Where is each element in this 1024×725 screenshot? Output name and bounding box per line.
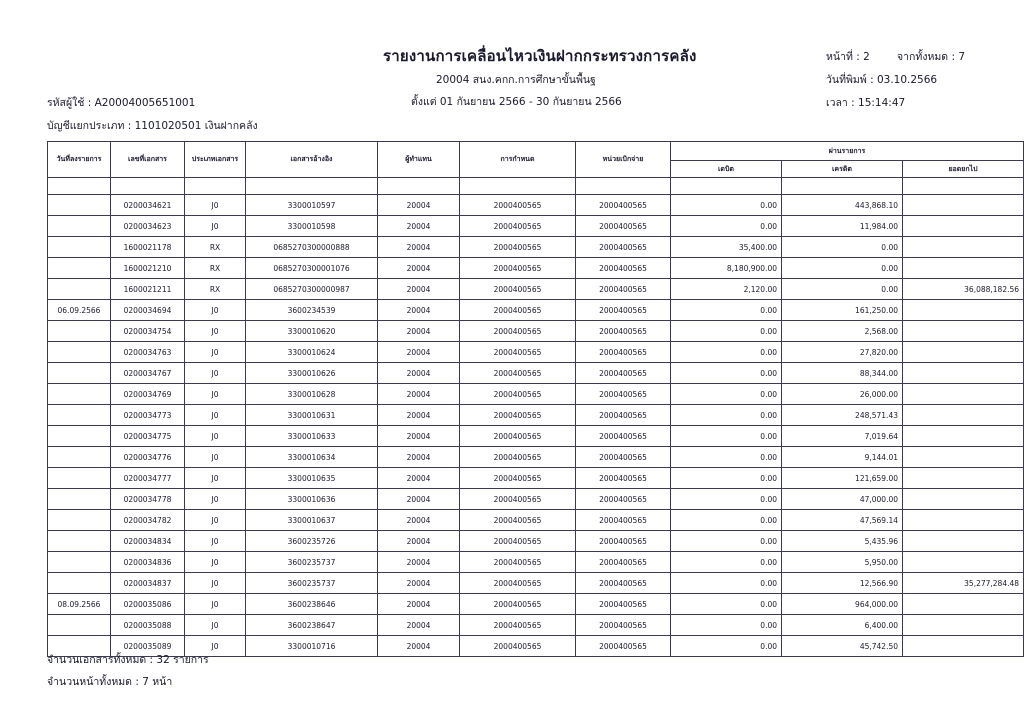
cell-doc-no: 0200034775 bbox=[111, 426, 185, 447]
table-row bbox=[48, 468, 1024, 489]
cell-doc-no: 0200034776 bbox=[111, 447, 185, 468]
cell-representative: 20004 bbox=[378, 258, 460, 279]
cell-reference: 3300010598 bbox=[246, 216, 378, 237]
sub-account: บัญชีแยกประเภท : 1101020501 เงินฝากคลัง bbox=[47, 120, 258, 132]
cell-carried-forward bbox=[903, 447, 1024, 468]
agency-name: 20004 สนง.คกก.การศึกษาขั้นพื้นฐ bbox=[436, 74, 596, 86]
table-row bbox=[48, 279, 1024, 300]
cell-doc-type: J0 bbox=[185, 594, 246, 615]
cell-doc-no: 0200034778 bbox=[111, 489, 185, 510]
table-row bbox=[48, 342, 1024, 363]
cell-doc-no: 0200034777 bbox=[111, 468, 185, 489]
cell-disbursing-unit: 2000400565 bbox=[576, 510, 671, 531]
cell-disbursing-unit: 2000400565 bbox=[576, 594, 671, 615]
cell-representative: 20004 bbox=[378, 195, 460, 216]
cell-reference: 3300010635 bbox=[246, 468, 378, 489]
cell-date bbox=[48, 468, 111, 489]
cell-debit: 0.00 bbox=[671, 636, 782, 657]
cell-reference: 3300010633 bbox=[246, 426, 378, 447]
cell-carried-forward bbox=[903, 300, 1024, 321]
cell-carried-forward bbox=[903, 426, 1024, 447]
cell-reference: 3300010716 bbox=[246, 636, 378, 657]
cell-date bbox=[48, 258, 111, 279]
cell-fund-center: 2000400565 bbox=[460, 342, 576, 363]
cell-fund-center: 2000400565 bbox=[460, 258, 576, 279]
cell-doc-type: J0 bbox=[185, 447, 246, 468]
cell-doc-type: J0 bbox=[185, 405, 246, 426]
col-header-carried-forward: ยอดยกไป bbox=[903, 161, 1024, 178]
cell-doc-type: RX bbox=[185, 279, 246, 300]
cell-representative: 20004 bbox=[378, 300, 460, 321]
cell-carried-forward bbox=[903, 384, 1024, 405]
cell-debit: 0.00 bbox=[671, 552, 782, 573]
col-header-date: วันที่ลงรายการ bbox=[48, 142, 111, 178]
cell-debit: 0.00 bbox=[671, 405, 782, 426]
cell-date bbox=[48, 510, 111, 531]
table-row bbox=[48, 300, 1024, 321]
cell-credit: 11,984.00 bbox=[782, 216, 903, 237]
cell-date bbox=[48, 489, 111, 510]
cell-reference: 3300010597 bbox=[246, 195, 378, 216]
cell-representative: 20004 bbox=[378, 426, 460, 447]
cell-reference: 3300010634 bbox=[246, 447, 378, 468]
cell-disbursing-unit: 2000400565 bbox=[576, 552, 671, 573]
cell-carried-forward bbox=[903, 510, 1024, 531]
cell-disbursing-unit: 2000400565 bbox=[576, 195, 671, 216]
cell-disbursing-unit: 2000400565 bbox=[576, 342, 671, 363]
cell-disbursing-unit: 2000400565 bbox=[576, 531, 671, 552]
cell-carried-forward bbox=[903, 342, 1024, 363]
cell-debit: 0.00 bbox=[671, 426, 782, 447]
cell-debit: 0.00 bbox=[671, 216, 782, 237]
cell-credit: 0.00 bbox=[782, 279, 903, 300]
cell-date: 08.09.2566 bbox=[48, 594, 111, 615]
cell-doc-no: 0200034694 bbox=[111, 300, 185, 321]
cell-disbursing-unit: 2000400565 bbox=[576, 468, 671, 489]
cell-representative: 20004 bbox=[378, 363, 460, 384]
cell-carried-forward bbox=[903, 531, 1024, 552]
cell-disbursing-unit: 2000400565 bbox=[576, 321, 671, 342]
cell-disbursing-unit: 2000400565 bbox=[576, 426, 671, 447]
table-row bbox=[48, 510, 1024, 531]
table-row bbox=[48, 384, 1024, 405]
cell-credit: 47,569.14 bbox=[782, 510, 903, 531]
cell-carried-forward bbox=[903, 405, 1024, 426]
cell-debit: 0.00 bbox=[671, 195, 782, 216]
cell-credit: 161,250.00 bbox=[782, 300, 903, 321]
cell-debit: 0.00 bbox=[671, 531, 782, 552]
cell-carried-forward bbox=[903, 636, 1024, 657]
cell-credit: 88,344.00 bbox=[782, 363, 903, 384]
col-header-credit: เครดิต bbox=[782, 161, 903, 178]
cell-doc-no: 0200034763 bbox=[111, 342, 185, 363]
cell-reference: 3600235737 bbox=[246, 552, 378, 573]
cell-representative: 20004 bbox=[378, 279, 460, 300]
table-row bbox=[48, 489, 1024, 510]
cell-doc-type: J0 bbox=[185, 342, 246, 363]
cell-doc-no: 0200034836 bbox=[111, 552, 185, 573]
cell-reference: 0685270300000987 bbox=[246, 279, 378, 300]
cell-disbursing-unit: 2000400565 bbox=[576, 447, 671, 468]
cell-credit: 47,000.00 bbox=[782, 489, 903, 510]
table-row bbox=[48, 615, 1024, 636]
cell-reference: 3300010620 bbox=[246, 321, 378, 342]
page-number: หน้าที่ : 2 bbox=[826, 51, 870, 63]
cell-fund-center: 2000400565 bbox=[460, 426, 576, 447]
cell-doc-type: J0 bbox=[185, 363, 246, 384]
cell-carried-forward bbox=[903, 468, 1024, 489]
cell-fund-center: 2000400565 bbox=[460, 594, 576, 615]
cell-credit: 45,742.50 bbox=[782, 636, 903, 657]
cell-reference: 3600235726 bbox=[246, 531, 378, 552]
cell-reference: 3600235737 bbox=[246, 573, 378, 594]
cell-debit: 0.00 bbox=[671, 594, 782, 615]
cell-doc-no: 1600021211 bbox=[111, 279, 185, 300]
cell-credit: 26,000.00 bbox=[782, 384, 903, 405]
cell-carried-forward bbox=[903, 321, 1024, 342]
cell-doc-no: 0200034754 bbox=[111, 321, 185, 342]
print-date: วันที่พิมพ์ : 03.10.2566 bbox=[826, 74, 938, 86]
cell-date: 06.09.2566 bbox=[48, 300, 111, 321]
table-row bbox=[48, 447, 1024, 468]
cell-date bbox=[48, 405, 111, 426]
cell-date bbox=[48, 237, 111, 258]
cell-reference: 3300010637 bbox=[246, 510, 378, 531]
cell-credit: 9,144.01 bbox=[782, 447, 903, 468]
cell-credit: 0.00 bbox=[782, 237, 903, 258]
cell-doc-no: 1600021178 bbox=[111, 237, 185, 258]
cell-fund-center: 2000400565 bbox=[460, 573, 576, 594]
cell-doc-type: J0 bbox=[185, 531, 246, 552]
col-header-doc-type: ประเภทเอกสาร bbox=[185, 142, 246, 178]
cell-date bbox=[48, 552, 111, 573]
cell-representative: 20004 bbox=[378, 342, 460, 363]
table-row bbox=[48, 531, 1024, 552]
cell-disbursing-unit: 2000400565 bbox=[576, 573, 671, 594]
table-row bbox=[48, 258, 1024, 279]
cell-fund-center: 2000400565 bbox=[460, 384, 576, 405]
cell-doc-type: J0 bbox=[185, 468, 246, 489]
cell-doc-no: 0200035086 bbox=[111, 594, 185, 615]
cell-reference: 3600238647 bbox=[246, 615, 378, 636]
cell-credit: 0.00 bbox=[782, 258, 903, 279]
cell-date bbox=[48, 342, 111, 363]
table-row bbox=[48, 573, 1024, 594]
cell-doc-type: J0 bbox=[185, 636, 246, 657]
cell-doc-type: J0 bbox=[185, 615, 246, 636]
col-header-representative: ผู้ทำแทน bbox=[378, 142, 460, 178]
table-row bbox=[48, 321, 1024, 342]
cell-doc-type: J0 bbox=[185, 195, 246, 216]
cell-doc-no: 0200034773 bbox=[111, 405, 185, 426]
cell-carried-forward: 35,277,284.48 bbox=[903, 573, 1024, 594]
cell-fund-center: 2000400565 bbox=[460, 237, 576, 258]
cell-representative: 20004 bbox=[378, 447, 460, 468]
cell-date bbox=[48, 363, 111, 384]
total-pages: จำนวนหน้าทั้งหมด : 7 หน้า bbox=[47, 676, 173, 688]
cell-disbursing-unit: 2000400565 bbox=[576, 300, 671, 321]
cell-doc-no: 0200034834 bbox=[111, 531, 185, 552]
cell-doc-no: 0200034782 bbox=[111, 510, 185, 531]
cell-debit: 2,120.00 bbox=[671, 279, 782, 300]
cell-carried-forward bbox=[903, 489, 1024, 510]
cell-debit: 0.00 bbox=[671, 573, 782, 594]
cell-credit: 121,659.00 bbox=[782, 468, 903, 489]
cell-doc-no: 1600021210 bbox=[111, 258, 185, 279]
cell-doc-no: 0200035088 bbox=[111, 615, 185, 636]
cell-credit: 5,435.96 bbox=[782, 531, 903, 552]
cell-representative: 20004 bbox=[378, 552, 460, 573]
cell-carried-forward: 36,088,182.56 bbox=[903, 279, 1024, 300]
cell-reference: 3300010628 bbox=[246, 384, 378, 405]
cell-credit: 12,566.90 bbox=[782, 573, 903, 594]
cell-doc-type: J0 bbox=[185, 552, 246, 573]
cell-representative: 20004 bbox=[378, 237, 460, 258]
cell-fund-center: 2000400565 bbox=[460, 195, 576, 216]
cell-doc-type: J0 bbox=[185, 573, 246, 594]
cell-representative: 20004 bbox=[378, 216, 460, 237]
cell-fund-center: 2000400565 bbox=[460, 216, 576, 237]
report-period: ตั้งแต่ 01 กันยายน 2566 - 30 กันยายน 2566 bbox=[411, 96, 622, 108]
cell-debit: 35,400.00 bbox=[671, 237, 782, 258]
cell-doc-type: J0 bbox=[185, 384, 246, 405]
col-header-transactions: ผ่านรายการ bbox=[671, 142, 1024, 161]
cell-credit: 964,000.00 bbox=[782, 594, 903, 615]
cell-date bbox=[48, 321, 111, 342]
cell-disbursing-unit: 2000400565 bbox=[576, 363, 671, 384]
table-row bbox=[48, 426, 1024, 447]
cell-credit: 248,571.43 bbox=[782, 405, 903, 426]
cell-date bbox=[48, 279, 111, 300]
cell-disbursing-unit: 2000400565 bbox=[576, 405, 671, 426]
cell-fund-center: 2000400565 bbox=[460, 552, 576, 573]
cell-date bbox=[48, 531, 111, 552]
cell-debit: 0.00 bbox=[671, 489, 782, 510]
cell-disbursing-unit: 2000400565 bbox=[576, 384, 671, 405]
cell-doc-type: J0 bbox=[185, 510, 246, 531]
cell-doc-type: J0 bbox=[185, 321, 246, 342]
cell-credit: 443,868.10 bbox=[782, 195, 903, 216]
cell-representative: 20004 bbox=[378, 468, 460, 489]
cell-fund-center: 2000400565 bbox=[460, 489, 576, 510]
cell-date bbox=[48, 573, 111, 594]
cell-fund-center: 2000400565 bbox=[460, 363, 576, 384]
cell-reference: 3300010626 bbox=[246, 363, 378, 384]
cell-debit: 0.00 bbox=[671, 363, 782, 384]
cell-fund-center: 2000400565 bbox=[460, 510, 576, 531]
user-id: รหัสผู้ใช้ : A20004005651001 bbox=[47, 97, 196, 109]
cell-doc-no: 0200034769 bbox=[111, 384, 185, 405]
cell-credit: 7,019.64 bbox=[782, 426, 903, 447]
cell-doc-type: J0 bbox=[185, 216, 246, 237]
cell-doc-type: J0 bbox=[185, 426, 246, 447]
cell-doc-no: 0200034837 bbox=[111, 573, 185, 594]
cell-reference: 3600238646 bbox=[246, 594, 378, 615]
table-row bbox=[48, 216, 1024, 237]
cell-representative: 20004 bbox=[378, 636, 460, 657]
table-row bbox=[48, 594, 1024, 615]
cell-representative: 20004 bbox=[378, 510, 460, 531]
cell-doc-no: 0200034621 bbox=[111, 195, 185, 216]
cell-credit: 2,568.00 bbox=[782, 321, 903, 342]
cell-representative: 20004 bbox=[378, 594, 460, 615]
table-row bbox=[48, 195, 1024, 216]
cell-debit: 0.00 bbox=[671, 300, 782, 321]
cell-fund-center: 2000400565 bbox=[460, 447, 576, 468]
table-row bbox=[48, 363, 1024, 384]
cell-debit: 0.00 bbox=[671, 384, 782, 405]
cell-representative: 20004 bbox=[378, 405, 460, 426]
cell-debit: 0.00 bbox=[671, 321, 782, 342]
cell-doc-type: RX bbox=[185, 258, 246, 279]
print-time: เวลา : 15:14:47 bbox=[826, 97, 906, 109]
report-title: รายงานการเคลื่อนไหวเงินฝากกระทรวงการคลัง bbox=[383, 47, 697, 65]
cell-doc-type: RX bbox=[185, 237, 246, 258]
col-header-fund-center: การกำหนด bbox=[460, 142, 576, 178]
cell-doc-type: J0 bbox=[185, 300, 246, 321]
cell-carried-forward bbox=[903, 594, 1024, 615]
cell-debit: 0.00 bbox=[671, 447, 782, 468]
cell-reference: 3300010636 bbox=[246, 489, 378, 510]
ledger-body bbox=[48, 178, 1024, 657]
cell-carried-forward bbox=[903, 216, 1024, 237]
table-row bbox=[48, 552, 1024, 573]
cell-carried-forward bbox=[903, 363, 1024, 384]
cell-representative: 20004 bbox=[378, 321, 460, 342]
cell-carried-forward bbox=[903, 195, 1024, 216]
cell-debit: 0.00 bbox=[671, 342, 782, 363]
cell-carried-forward bbox=[903, 552, 1024, 573]
cell-debit: 0.00 bbox=[671, 468, 782, 489]
cell-reference: 3300010631 bbox=[246, 405, 378, 426]
cell-disbursing-unit: 2000400565 bbox=[576, 216, 671, 237]
col-header-doc-no: เลขที่เอกสาร bbox=[111, 142, 185, 178]
total-documents: จำนวนเอกสารทั้งหมด : 32 รายการ bbox=[47, 654, 209, 666]
cell-representative: 20004 bbox=[378, 615, 460, 636]
cell-fund-center: 2000400565 bbox=[460, 300, 576, 321]
cell-representative: 20004 bbox=[378, 489, 460, 510]
cell-fund-center: 2000400565 bbox=[460, 405, 576, 426]
cell-date bbox=[48, 615, 111, 636]
cell-representative: 20004 bbox=[378, 384, 460, 405]
cell-fund-center: 2000400565 bbox=[460, 321, 576, 342]
cell-doc-no: 0200035089 bbox=[111, 636, 185, 657]
cell-disbursing-unit: 2000400565 bbox=[576, 636, 671, 657]
cell-doc-no: 0200034623 bbox=[111, 216, 185, 237]
table-row bbox=[48, 237, 1024, 258]
cell-debit: 0.00 bbox=[671, 615, 782, 636]
cell-debit: 0.00 bbox=[671, 510, 782, 531]
cell-date bbox=[48, 216, 111, 237]
cell-date bbox=[48, 195, 111, 216]
table-row-spacer bbox=[48, 178, 1024, 195]
col-header-disbursing-unit: หน่วยเบิกจ่าย bbox=[576, 142, 671, 178]
cell-disbursing-unit: 2000400565 bbox=[576, 237, 671, 258]
cell-reference: 0685270300001076 bbox=[246, 258, 378, 279]
cell-reference: 0685270300000888 bbox=[246, 237, 378, 258]
cell-fund-center: 2000400565 bbox=[460, 279, 576, 300]
cell-credit: 27,820.00 bbox=[782, 342, 903, 363]
cell-reference: 3600234539 bbox=[246, 300, 378, 321]
table-row bbox=[48, 405, 1024, 426]
page-total: จากทั้งหมด : 7 bbox=[897, 51, 966, 63]
cell-disbursing-unit: 2000400565 bbox=[576, 279, 671, 300]
cell-reference: 3300010624 bbox=[246, 342, 378, 363]
cell-fund-center: 2000400565 bbox=[460, 468, 576, 489]
cell-representative: 20004 bbox=[378, 573, 460, 594]
cell-fund-center: 2000400565 bbox=[460, 636, 576, 657]
cell-disbursing-unit: 2000400565 bbox=[576, 615, 671, 636]
cell-doc-type: J0 bbox=[185, 489, 246, 510]
cell-credit: 5,950.00 bbox=[782, 552, 903, 573]
col-header-debit: เดบิต bbox=[671, 161, 782, 178]
cell-date bbox=[48, 426, 111, 447]
cell-doc-no: 0200034767 bbox=[111, 363, 185, 384]
ledger-table bbox=[47, 141, 1024, 657]
cell-debit: 8,180,900.00 bbox=[671, 258, 782, 279]
cell-fund-center: 2000400565 bbox=[460, 615, 576, 636]
cell-carried-forward bbox=[903, 258, 1024, 279]
cell-carried-forward bbox=[903, 615, 1024, 636]
cell-date bbox=[48, 384, 111, 405]
cell-representative: 20004 bbox=[378, 531, 460, 552]
cell-carried-forward bbox=[903, 237, 1024, 258]
cell-fund-center: 2000400565 bbox=[460, 531, 576, 552]
cell-date bbox=[48, 447, 111, 468]
col-header-reference: เอกสารอ้างอิง bbox=[246, 142, 378, 178]
cell-disbursing-unit: 2000400565 bbox=[576, 489, 671, 510]
cell-disbursing-unit: 2000400565 bbox=[576, 258, 671, 279]
cell-credit: 6,400.00 bbox=[782, 615, 903, 636]
